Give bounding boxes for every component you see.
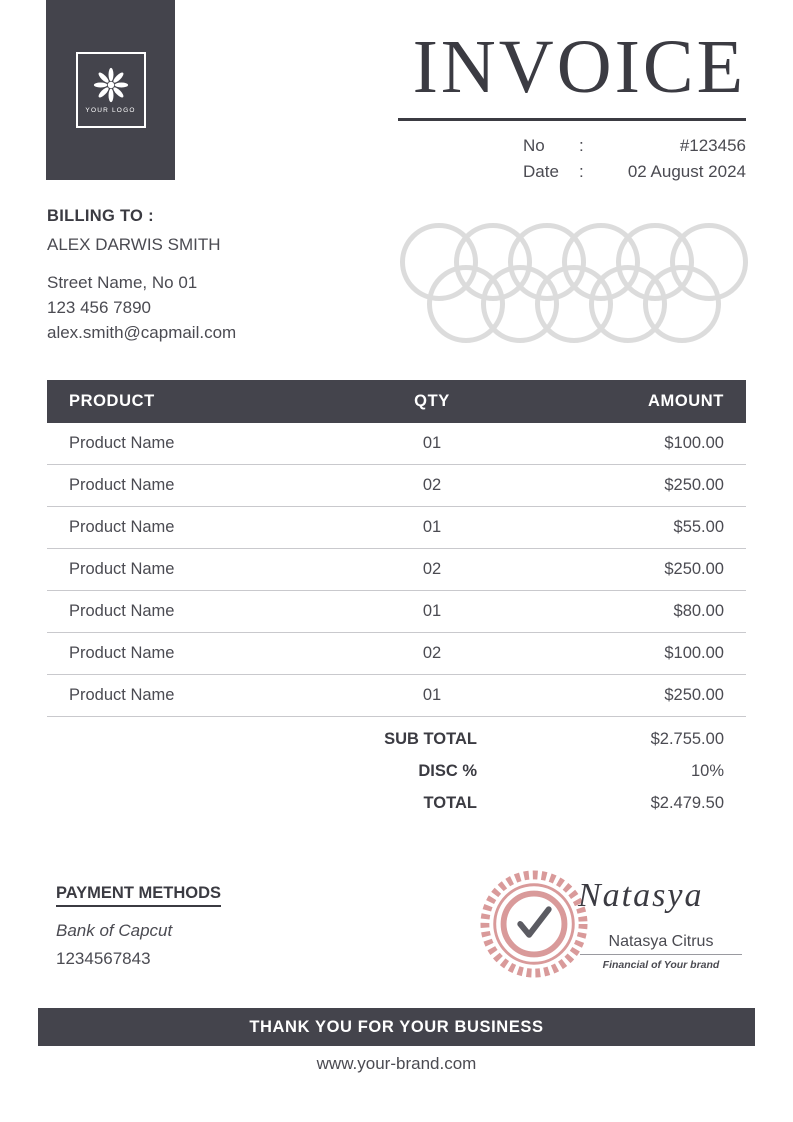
cell-qty: 01 (422, 518, 442, 536)
totals-row-subtotal (47, 723, 746, 755)
table-row (47, 675, 746, 717)
table-header (47, 380, 746, 423)
signature-role: Financial of Your brand (602, 959, 720, 971)
totals-value-discount: 10% (690, 761, 724, 780)
billing-customer-name: ALEX DARWIS SMITH (47, 234, 221, 254)
cell-qty: 01 (422, 686, 442, 704)
meta-label-date: Date (523, 162, 559, 181)
cell-amount: $250.00 (664, 476, 724, 494)
meta-colon-no: : (579, 136, 584, 155)
totals-value-subtotal: $2.755.00 (650, 729, 724, 748)
billing-title: BILLING TO : (47, 207, 154, 225)
logo-block (46, 0, 175, 180)
payment-methods-title: PAYMENT METHODS (56, 884, 221, 907)
cell-product: Product Name (69, 434, 175, 452)
table-row (47, 549, 746, 591)
cell-amount: $250.00 (664, 560, 724, 578)
column-header-amount: AMOUNT (647, 392, 724, 410)
column-header-qty: QTY (414, 392, 450, 410)
cell-qty: 01 (422, 434, 442, 452)
billing-email: alex.smith@capmail.com (47, 322, 237, 342)
signature-name: Natasya (578, 877, 704, 914)
table-row (47, 423, 746, 465)
cell-product: Product Name (69, 686, 175, 704)
cell-amount: $80.00 (673, 602, 724, 620)
title-divider (398, 118, 746, 121)
footer-message: THANK YOU FOR YOUR BUSINESS (38, 1008, 755, 1046)
page-title: INVOICE (412, 25, 746, 109)
decorative-rings (400, 215, 750, 350)
cell-product: Product Name (69, 560, 175, 578)
billing-block (47, 208, 236, 349)
approved-seal-stamp-icon (480, 870, 588, 978)
meta-label-no: No (523, 136, 545, 155)
cell-amount: $250.00 (664, 686, 724, 704)
totals-row-total (47, 787, 746, 819)
payment-methods-block (56, 884, 221, 969)
asterisk-flower-icon (92, 66, 130, 104)
table-row (47, 591, 746, 633)
cell-amount: $100.00 (664, 644, 724, 662)
totals-block (47, 723, 746, 819)
signature-printed-name: Natasya Citrus (580, 933, 742, 955)
totals-label-discount: DISC % (418, 761, 477, 780)
table-row (47, 465, 746, 507)
column-header-product: PRODUCT (69, 392, 155, 410)
totals-label-subtotal: SUB TOTAL (384, 729, 477, 748)
cell-qty: 01 (422, 602, 442, 620)
meta-value-no: #123456 (679, 136, 746, 155)
cell-qty: 02 (422, 476, 442, 494)
totals-value-total: $2.479.50 (650, 793, 724, 812)
cell-qty: 02 (422, 644, 442, 662)
meta-colon-date: : (579, 162, 584, 181)
cell-product: Product Name (69, 602, 175, 620)
cell-product: Product Name (69, 518, 175, 536)
meta-row-no (523, 133, 746, 159)
billing-phone: 123 456 7890 (47, 297, 151, 317)
cell-qty: 02 (422, 560, 442, 578)
table-row (47, 633, 746, 675)
cell-product: Product Name (69, 644, 175, 662)
payment-bank-name: Bank of Capcut (56, 921, 173, 940)
cell-product: Product Name (69, 476, 175, 494)
totals-row-discount (47, 755, 746, 787)
billing-address: Street Name, No 01 (47, 272, 198, 292)
totals-label-total: TOTAL (423, 793, 477, 812)
cell-amount: $55.00 (673, 518, 724, 536)
payment-account-number: 1234567843 (56, 949, 151, 968)
line-items-table (47, 380, 746, 717)
ring-11 (643, 265, 721, 343)
footer-url[interactable]: www.your-brand.com (316, 1054, 477, 1073)
cell-amount: $100.00 (664, 434, 724, 452)
invoice-meta (523, 133, 746, 185)
table-row (47, 507, 746, 549)
meta-row-date (523, 159, 746, 185)
signature-block (470, 865, 750, 985)
logo-frame (76, 52, 146, 128)
logo-text: YOUR LOGO (85, 107, 136, 114)
meta-value-date: 02 August 2024 (627, 162, 746, 181)
